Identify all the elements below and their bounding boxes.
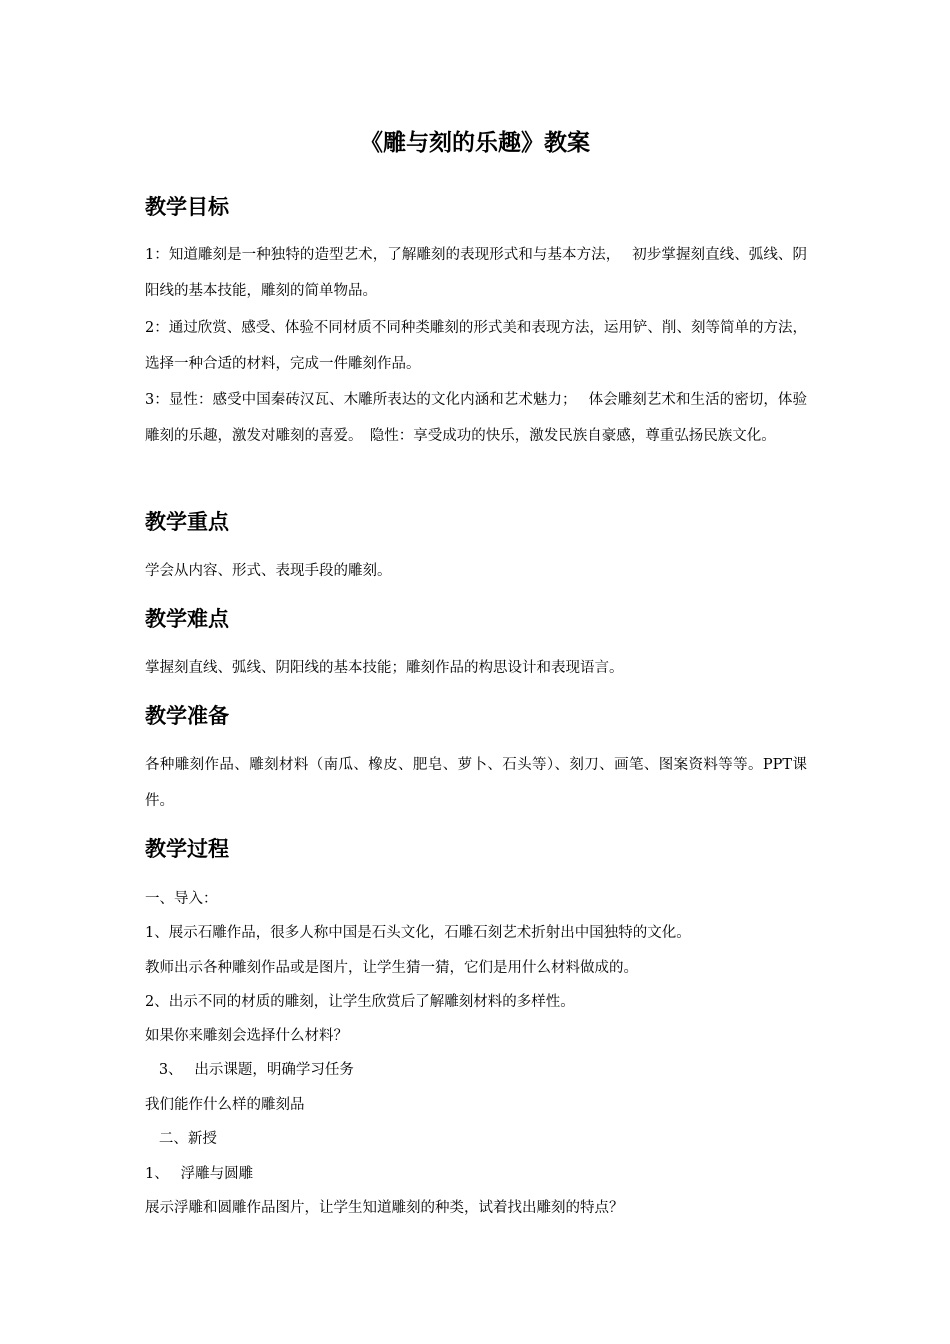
difficulties-text: 掌握刻直线、弧线、阴阳线的基本技能；雕刻作品的构思设计和表现语言。: [145, 660, 624, 676]
process-line: 教师出示各种雕刻作品或是图片，让学生猜一猜，它们是用什么材料做成的。: [145, 960, 638, 976]
process-line: 展示浮雕和圆雕作品图片，让学生知道雕刻的种类，试着找出雕刻的特点？: [145, 1200, 624, 1216]
process-line: 一、导入：: [145, 891, 218, 907]
objective-item-3: 3：显性：感受中国秦砖汉瓦、木雕所表达的文化内涵和艺术魅力； 体会雕刻艺术和生活的密切，体验雕刻的乐趣，激发对雕刻的喜爱。 隐性：享受成功的快乐，激发民族自豪感，尊重弘扬民族文化。: [145, 392, 807, 444]
section-heading-objectives: 教学目标: [145, 195, 229, 219]
process-line: 1、 浮雕与圆雕: [145, 1166, 254, 1182]
process-line: 我们能作什么样的雕刻品: [145, 1097, 305, 1113]
key-points-text: 学会从内容、形式、表现手段的雕刻。: [145, 563, 392, 579]
preparation-text: 各种雕刻作品、雕刻材料（南瓜、橡皮、肥皂、萝卜、石头等）、刻刀、画笔、图案资料等等。PPT课件。: [145, 757, 807, 809]
process-line: 二、新授: [145, 1131, 217, 1147]
objective-item-1: 1：知道雕刻是一种独特的造型艺术，了解雕刻的表现形式和与基本方法， 初步掌握刻直线、弧线、阴阳线的基本技能，雕刻的简单物品。: [145, 247, 807, 299]
process-line: 如果你来雕刻会选择什么材料？: [145, 1028, 348, 1044]
process-line: 1、展示石雕作品，很多人称中国是石头文化，石雕石刻艺术折射出中国独特的文化。: [145, 925, 691, 941]
process-line: 2、出示不同的材质的雕刻，让学生欣赏后了解雕刻材料的多样性。: [145, 994, 575, 1010]
section-heading-process: 教学过程: [145, 837, 229, 861]
section-heading-key-points: 教学重点: [145, 510, 229, 534]
section-heading-preparation: 教学准备: [145, 704, 229, 728]
objective-item-2: 2：通过欣赏、感受、体验不同材质不同种类雕刻的形式美和表现方法，运用铲、削、刻等简单的方法，选择一种合适的材料，完成一件雕刻作品。: [145, 320, 807, 372]
document-title: 《雕与刻的乐趣》教案: [360, 130, 590, 156]
section-heading-difficulties: 教学难点: [145, 607, 229, 631]
process-line: 3、 出示课题，明确学习任务: [145, 1062, 354, 1078]
